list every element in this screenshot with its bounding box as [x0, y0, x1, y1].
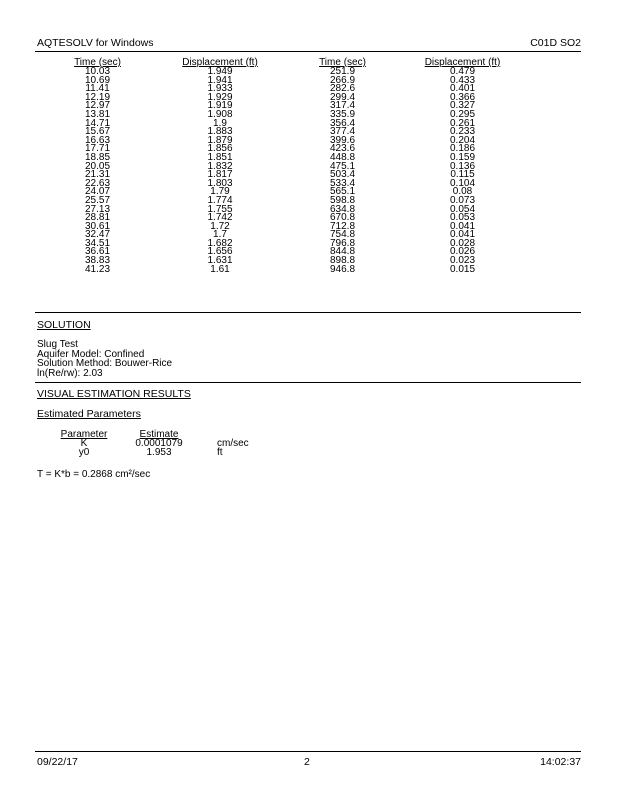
table-cell: 0.233	[449, 126, 476, 138]
table-cell: 1.79	[210, 186, 230, 198]
table-cell: 1.856	[207, 143, 233, 155]
solution-line: Slug Test	[37, 339, 78, 350]
table-cell: 356.4	[329, 117, 356, 129]
table-cell: 299.4	[329, 91, 356, 103]
table-cell: 565.1	[329, 186, 356, 198]
table-cell: 21.31	[84, 169, 111, 181]
parameters-table	[55, 430, 255, 457]
table-cell: 0.08	[452, 186, 473, 198]
table-cell: 15.67	[84, 126, 111, 138]
table-cell: 34.51	[84, 237, 111, 249]
solution-details	[37, 340, 172, 379]
table-cell: 0.327	[449, 100, 476, 112]
table-row	[60, 266, 545, 275]
solution-rule	[35, 382, 581, 383]
data-table	[60, 58, 545, 274]
table-cell: 24.07	[84, 186, 111, 198]
table-cell: 1.941	[207, 74, 233, 86]
solution-line: Solution Method: Bouwer-Rice	[37, 358, 173, 370]
table-cell: 1.72	[210, 220, 230, 232]
table-cell: 0.115	[450, 169, 475, 181]
parameter-unit: ft	[217, 447, 223, 458]
estimate-header: Estimate	[139, 429, 179, 440]
table-cell: 898.8	[329, 255, 356, 267]
table-cell: 1.817	[207, 169, 233, 181]
table-cell: 598.8	[329, 194, 356, 206]
parameter-name: y0	[78, 447, 90, 458]
table-cell: 317.4	[329, 100, 356, 112]
table-cell: 0.159	[449, 151, 476, 163]
table-cell: 1.631	[207, 255, 233, 267]
table-cell: 1.9	[213, 117, 227, 129]
table-cell: 32.47	[84, 229, 111, 241]
table-cell: 0.366	[449, 91, 476, 103]
visual-results-heading: VISUAL ESTIMATION RESULTS	[37, 388, 191, 400]
table-cell: 1.61	[210, 263, 230, 275]
table-cell: 0.136	[449, 160, 476, 172]
table-cell: 634.8	[329, 203, 356, 215]
table-cell: 41.23	[84, 263, 111, 275]
parameter-unit: cm/sec	[217, 438, 249, 449]
table-cell: 0.104	[449, 177, 476, 189]
table-cell: 1.851	[207, 151, 233, 163]
column-header: Time (sec)	[74, 57, 121, 68]
table-cell: 1.755	[207, 203, 233, 215]
table-cell: 0.015	[449, 263, 476, 275]
table-cell: 0.028	[449, 237, 476, 249]
table-cell: 423.6	[329, 143, 356, 155]
table-cell: 0.053	[449, 212, 476, 224]
table-cell: 670.8	[329, 212, 356, 224]
parameter-header: Parameter	[60, 429, 108, 440]
table-cell: 0.204	[449, 134, 476, 146]
table-cell: 1.933	[207, 83, 233, 95]
table-cell: 533.4	[329, 177, 356, 189]
table-cell: 0.433	[449, 74, 476, 86]
parameter-name: K	[80, 438, 88, 449]
table-cell: 503.4	[329, 169, 356, 181]
table-cell: 1.656	[207, 246, 233, 258]
page-number: 2	[304, 756, 310, 768]
estimated-parameters-heading: Estimated Parameters	[37, 408, 141, 420]
table-cell: 0.041	[449, 229, 476, 241]
table-cell: 1.879	[207, 134, 233, 146]
document-id: C01D SO2	[530, 37, 581, 49]
table-cell: 13.81	[84, 108, 111, 120]
table-cell: 282.6	[329, 83, 356, 95]
table-cell: 36.61	[84, 246, 111, 258]
table-cell: 1.7	[213, 229, 227, 241]
table-cell: 0.295	[449, 108, 476, 120]
table-cell: 0.023	[449, 255, 476, 267]
page-header	[37, 37, 581, 50]
table-cell: 1.832	[207, 160, 233, 172]
table-cell: 12.97	[84, 100, 111, 112]
solution-line: Aquifer Model: Confined	[37, 348, 145, 360]
table-cell: 27.13	[84, 203, 111, 215]
table-cell: 17.71	[84, 143, 111, 155]
transmissivity-formula: T = K*b = 0.2868 cm²/sec	[37, 469, 151, 480]
table-cell: 30.61	[84, 220, 111, 232]
footer-date: 09/22/17	[37, 756, 78, 768]
table-cell: 754.8	[329, 229, 356, 241]
table-cell: 1.929	[207, 91, 233, 103]
footer-time: 14:02:37	[540, 756, 581, 768]
table-cell: 251.9	[329, 66, 356, 77]
table-cell: 22.63	[84, 177, 111, 189]
table-cell: 1.919	[207, 100, 233, 112]
table-cell: 10.69	[84, 74, 111, 86]
table-cell: 796.8	[329, 237, 356, 249]
table-cell: 377.4	[329, 126, 356, 138]
table-bottom-rule	[35, 312, 581, 313]
column-header: Displacement (ft)	[182, 57, 258, 68]
table-cell: 1.949	[207, 66, 233, 77]
table-cell: 18.85	[84, 151, 111, 163]
parameter-row	[55, 448, 255, 457]
table-cell: 475.1	[329, 160, 356, 172]
table-cell: 0.073	[449, 194, 476, 206]
table-cell: 0.479	[449, 66, 476, 77]
table-cell: 335.9	[329, 108, 356, 120]
table-cell: 266.9	[329, 74, 356, 86]
table-cell: 1.774	[207, 194, 233, 206]
table-cell: 11.41	[85, 83, 110, 95]
table-cell: 1.682	[207, 237, 233, 249]
table-cell: 0.401	[449, 83, 476, 95]
table-cell: 0.186	[449, 143, 476, 155]
table-cell: 1.803	[207, 177, 233, 189]
table-cell: 844.8	[329, 246, 356, 258]
table-cell: 0.261	[449, 117, 476, 129]
table-cell: 0.054	[449, 203, 476, 215]
table-cell: 1.908	[207, 108, 233, 120]
table-cell: 14.71	[84, 117, 111, 129]
table-cell: 38.83	[84, 255, 111, 267]
table-row	[60, 180, 545, 189]
table-cell: 25.57	[84, 194, 111, 206]
table-cell: 16.63	[84, 134, 111, 146]
column-header: Time (sec)	[319, 57, 366, 68]
table-body	[60, 68, 545, 274]
table-cell: 10.03	[84, 66, 111, 77]
table-cell: 28.81	[84, 212, 111, 224]
solution-heading: SOLUTION	[37, 319, 91, 331]
table-cell: 1.883	[207, 126, 233, 138]
table-cell: 0.041	[449, 220, 476, 232]
column-header: Displacement (ft)	[424, 57, 501, 68]
table-cell: 0.026	[449, 246, 476, 258]
header-rule	[35, 51, 581, 52]
parameter-estimate: 1.953	[146, 447, 172, 458]
app-title: AQTESOLV for Windows	[37, 37, 154, 49]
table-cell: 399.6	[329, 134, 356, 146]
table-cell: 712.8	[329, 220, 356, 232]
table-cell: 20.05	[84, 160, 111, 172]
parameter-estimate: 0.0001079	[135, 438, 183, 449]
table-cell: 12.19	[84, 91, 111, 103]
table-cell: 946.8	[329, 263, 356, 275]
solution-line: ln(Re/rw): 2.03	[37, 368, 103, 380]
table-cell: 448.8	[329, 151, 356, 163]
table-cell: 1.742	[207, 212, 233, 224]
footer-rule	[35, 751, 581, 752]
